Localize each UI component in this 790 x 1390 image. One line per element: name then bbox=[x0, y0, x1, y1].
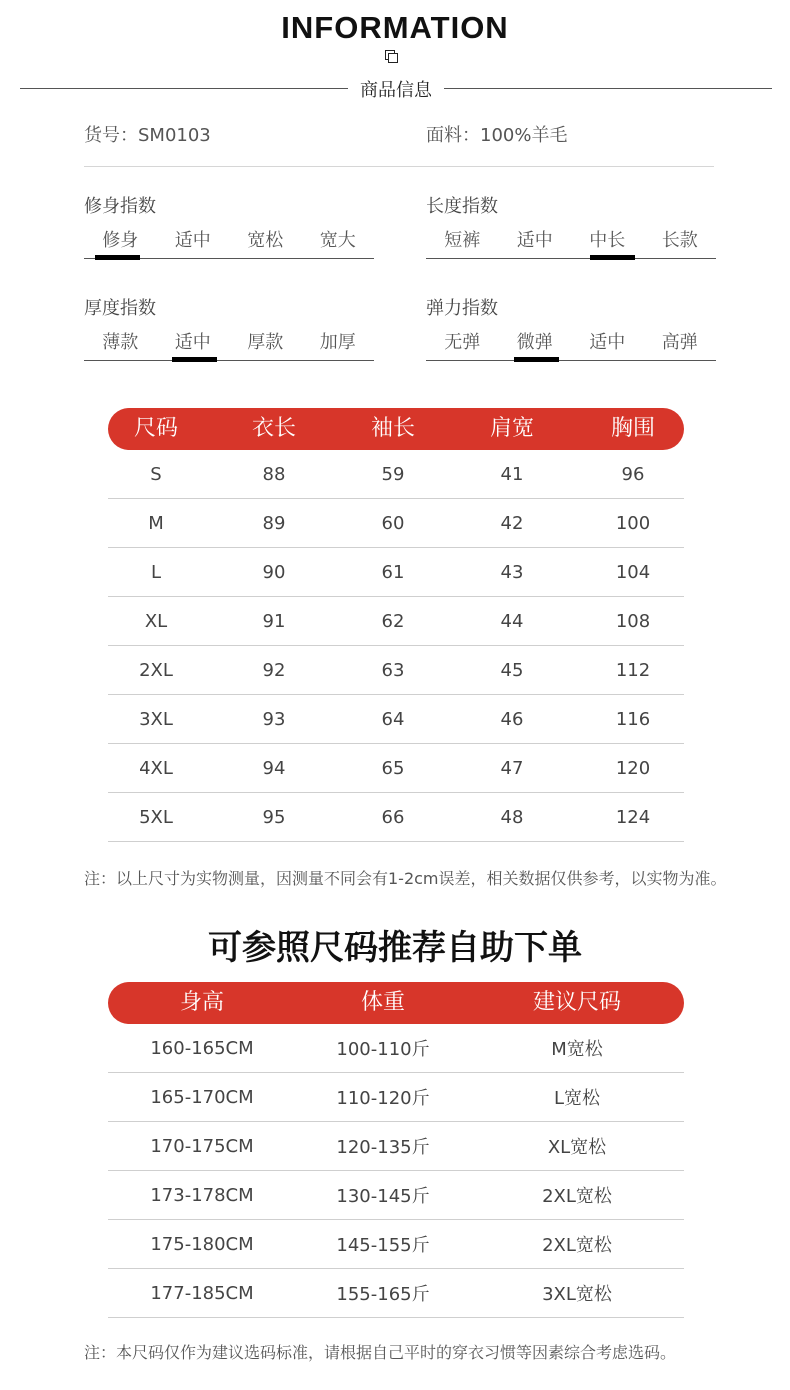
scale-option: 中长 bbox=[589, 230, 626, 251]
table-cell: 90 bbox=[262, 561, 286, 583]
scale-option: 适中 bbox=[174, 332, 211, 353]
info-separator bbox=[84, 166, 714, 167]
table-cell: 173-178CM bbox=[150, 1184, 254, 1206]
sku-text: 货号：SM0103 bbox=[84, 125, 211, 146]
scale-option: 宽大 bbox=[319, 230, 356, 251]
table-cell: L bbox=[150, 561, 162, 583]
column-header: 尺码 bbox=[133, 416, 178, 441]
table-cell: 3XL bbox=[139, 708, 173, 730]
section-subtitle: 商品信息 bbox=[360, 80, 432, 101]
table-cell: S bbox=[150, 463, 162, 485]
scale-option: 微弹 bbox=[516, 332, 553, 353]
length-index bbox=[426, 192, 716, 262]
scale-option: 长款 bbox=[661, 230, 698, 251]
table-cell: 92 bbox=[262, 659, 286, 681]
scale-marker bbox=[172, 357, 217, 362]
table-cell: 120 bbox=[615, 757, 651, 779]
scale-option: 厚款 bbox=[247, 332, 284, 353]
table-cell: 59 bbox=[381, 463, 405, 485]
table-cell: 170-175CM bbox=[150, 1135, 254, 1157]
column-header: 袖长 bbox=[370, 416, 415, 441]
scale-title: 弹力指数 bbox=[426, 298, 498, 319]
table-cell: 44 bbox=[500, 610, 524, 632]
table-cell: 43 bbox=[500, 561, 524, 583]
table-cell: 2XL bbox=[139, 659, 173, 681]
scale-title: 修身指数 bbox=[84, 196, 156, 217]
table-cell: 61 bbox=[381, 561, 405, 583]
scale-option: 短裤 bbox=[444, 230, 481, 251]
scale-option: 适中 bbox=[516, 230, 553, 251]
size-table bbox=[108, 408, 684, 842]
table-cell: 112 bbox=[615, 659, 651, 681]
fit-index bbox=[84, 192, 374, 262]
column-header: 建议尺码 bbox=[532, 990, 621, 1015]
table-cell: 48 bbox=[500, 806, 524, 828]
table-cell: 64 bbox=[381, 708, 405, 730]
table-cell: 104 bbox=[615, 561, 651, 583]
squares-icon bbox=[385, 50, 399, 64]
table-cell: 91 bbox=[262, 610, 286, 632]
size-row bbox=[108, 499, 684, 548]
table-cell: 2XL宽松 bbox=[542, 1235, 612, 1256]
recommendation-note: 注：本尺码仅作为建议选码标准，请根据自己平时的穿衣习惯等因素综合考虑选码。 bbox=[84, 1343, 677, 1362]
page-title: INFORMATION bbox=[281, 10, 509, 45]
table-cell: 3XL宽松 bbox=[542, 1284, 612, 1305]
table-cell: 96 bbox=[621, 463, 645, 485]
scale-option: 加厚 bbox=[319, 332, 356, 353]
table-cell: 155-165斤 bbox=[336, 1284, 430, 1305]
scale-marker bbox=[95, 255, 140, 260]
table-cell: M宽松 bbox=[551, 1039, 603, 1060]
section-divider bbox=[20, 76, 772, 100]
table-cell: M bbox=[148, 512, 164, 534]
recommendation-row bbox=[108, 1024, 684, 1073]
size-row bbox=[108, 597, 684, 646]
table-cell: 165-170CM bbox=[150, 1086, 254, 1108]
recommendation-row bbox=[108, 1220, 684, 1269]
scale-option: 高弹 bbox=[661, 332, 698, 353]
table-cell: 160-165CM bbox=[150, 1037, 254, 1059]
table-cell: 47 bbox=[500, 757, 524, 779]
scale-option: 无弹 bbox=[444, 332, 481, 353]
table-cell: 145-155斤 bbox=[336, 1235, 430, 1256]
scale-marker bbox=[590, 255, 635, 260]
thickness-index bbox=[84, 294, 374, 364]
table-cell: 63 bbox=[381, 659, 405, 681]
divider-line-left bbox=[20, 88, 348, 89]
size-table-body bbox=[108, 450, 684, 842]
column-header: 肩宽 bbox=[489, 416, 534, 441]
scale-track bbox=[426, 360, 716, 361]
table-cell: 60 bbox=[381, 512, 405, 534]
scale-option: 适中 bbox=[174, 230, 211, 251]
size-row bbox=[108, 744, 684, 793]
column-header: 胸围 bbox=[610, 416, 655, 441]
scale-track bbox=[84, 360, 374, 361]
recommendation-table-header bbox=[108, 982, 684, 1024]
table-cell: XL宽松 bbox=[547, 1137, 607, 1158]
table-cell: 45 bbox=[500, 659, 524, 681]
scale-option: 薄款 bbox=[102, 332, 139, 353]
recommendation-table bbox=[108, 982, 684, 1318]
table-cell: 5XL bbox=[139, 806, 173, 828]
size-row bbox=[108, 793, 684, 842]
table-cell: 89 bbox=[262, 512, 286, 534]
size-note: 注：以上尺寸为实物测量，因测量不同会有1-2cm误差，相关数据仅供参考，以实物为准。 bbox=[84, 869, 727, 888]
table-cell: 65 bbox=[381, 757, 405, 779]
table-cell: 88 bbox=[262, 463, 286, 485]
table-cell: 93 bbox=[262, 708, 286, 730]
divider-line-right bbox=[444, 88, 772, 89]
table-cell: 46 bbox=[500, 708, 524, 730]
table-cell: 116 bbox=[615, 708, 651, 730]
table-cell: 130-145斤 bbox=[336, 1186, 430, 1207]
table-cell: 175-180CM bbox=[150, 1233, 254, 1255]
table-cell: 41 bbox=[500, 463, 524, 485]
scale-option: 修身 bbox=[102, 230, 139, 251]
scale-title: 厚度指数 bbox=[84, 298, 156, 319]
table-cell: 110-120斤 bbox=[336, 1088, 430, 1109]
fabric-text: 面料：100%羊毛 bbox=[426, 125, 568, 146]
table-cell: 94 bbox=[262, 757, 286, 779]
recommendation-row bbox=[108, 1171, 684, 1220]
table-cell: 120-135斤 bbox=[336, 1137, 430, 1158]
column-header: 衣长 bbox=[251, 416, 296, 441]
scale-track bbox=[426, 258, 716, 259]
scale-option: 适中 bbox=[589, 332, 626, 353]
recommendation-row bbox=[108, 1269, 684, 1318]
scale-option: 宽松 bbox=[247, 230, 284, 251]
table-cell: XL bbox=[144, 610, 168, 632]
size-row bbox=[108, 450, 684, 499]
table-cell: 95 bbox=[262, 806, 286, 828]
column-header: 体重 bbox=[360, 990, 405, 1015]
scale-marker bbox=[514, 357, 559, 362]
scale-title: 长度指数 bbox=[426, 196, 498, 217]
table-cell: 62 bbox=[381, 610, 405, 632]
table-cell: L宽松 bbox=[553, 1088, 601, 1109]
table-cell: 2XL宽松 bbox=[542, 1186, 612, 1207]
size-row bbox=[108, 646, 684, 695]
size-row bbox=[108, 695, 684, 744]
table-cell: 124 bbox=[615, 806, 651, 828]
table-cell: 100-110斤 bbox=[336, 1039, 430, 1060]
table-cell: 66 bbox=[381, 806, 405, 828]
size-row bbox=[108, 548, 684, 597]
table-cell: 4XL bbox=[139, 757, 173, 779]
column-header: 身高 bbox=[179, 990, 224, 1015]
size-table-header bbox=[108, 408, 684, 450]
recommendation-row bbox=[108, 1122, 684, 1171]
recommendation-table-body bbox=[108, 1024, 684, 1318]
elasticity-index bbox=[426, 294, 716, 364]
recommendation-row bbox=[108, 1073, 684, 1122]
table-cell: 108 bbox=[615, 610, 651, 632]
table-cell: 177-185CM bbox=[150, 1282, 254, 1304]
recommendation-title: 可参照尺码推荐自助下单 bbox=[208, 928, 582, 968]
table-cell: 100 bbox=[615, 512, 651, 534]
table-cell: 42 bbox=[500, 512, 524, 534]
